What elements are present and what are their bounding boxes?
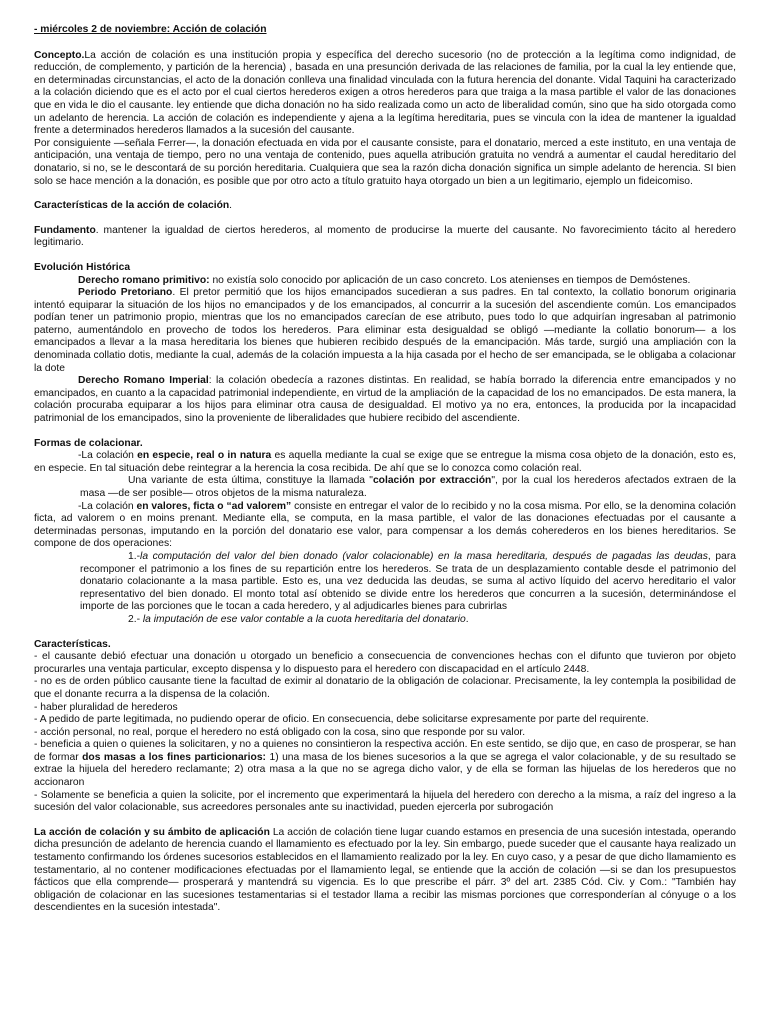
ambito-text: La acción de colación tiene lugar cuando estamos en presencia de una sucesión intestada, operando dicha presunción de adelanto de herencia cuando el llamamiento es efectuado por la ley. Sin embargo, puede suceder que el causante haya realizado un testamento confirmando los órdenes sucesorios establecidos en el llamamiento realizado por la ley. En cuyo caso, y a pesar de que dicho llamamiento es testamentario, al no contener modificaciones efectuadas por el llamamiento legal, se entiende que la acción de colación —si se dan los presupuestos fácticos que ella comprende— prosperará y mantendrá su vigencia. Es lo que prescribe el párr. 3º del art. 2385 Cód. Civ. y Com.: "También hay obligación de colacionar en las sucesiones testamentarias si el testador llama a recibir las mismas porciones que corresponderían al cónyuge o a los descendientes en la sucesión intestada". bbox=[34, 826, 736, 914]
concepto-text: La acción de colación es una institución propia y específica del derecho sucesorio (no de protección a la legítima como indignidad, de reducción, de complemento, y partición de la herencia) , basada en una presunción derivada de las relaciones de familia, por la cual la ley entiende que, en determinadas circunstancias, el acto de la donación conlleva una finalidad vinculada con la futura herencia del donante. Vidal Taquini ha caracterizado a la colación diciendo que es el acto por el cual ciertos herederos exigen a otros herederos para que traiga a la masa partible el valor de las donaciones que en vida le dio el causante. ley entiende que dicha donación no ha sido realizada como un acto de liberalidad común, sino que ha sido otorgada como un adelanto de herencia. La acción de colación es independiente y ajena a la legítima hereditaria, pues se vincula con la idea de mantener la igualdad frente a determinados herederos llamados a la sucesión del causante. bbox=[34, 49, 736, 137]
evolucion-heading: Evolución Histórica bbox=[34, 261, 131, 273]
valores-label: en valores, ficta o “ad valorem” bbox=[136, 500, 292, 512]
formas-heading: Formas de colacionar. bbox=[34, 437, 143, 449]
caracteristica-item-4: - A pedido de parte legitimada, no pudiendo operar de oficio. En consecuencia, debe solicitarse expresamente por parte del requirente. bbox=[34, 714, 649, 726]
variante-text: ", por la cual los herederos afectados extraen de la masa —de ser posible— otros objetos de la misma naturaleza. bbox=[80, 475, 736, 499]
concepto-paragraph-2: Por consiguiente —señala Ferrer—, la donación efectuada en vida por el causante consiste, para el donatario, merced a este instituto, en una ventaja de anticipación, una ventaja de tiempo, pero no una ventaja de contenido, pues aquella atribución gratuita no vendrá a aumentar el caudal hereditario del donatario, si no, se le descontará de su porción hereditaria. Cualquiera que sea la razón dicha donación significa un simple adelanto de herencia. SI bien solo se hace mención a la donación, es posible que por otro acto a título gratuito haya otorgado un bien a un legitimario, ejemplo un fideicomiso. bbox=[34, 137, 736, 187]
valores-paragraph bbox=[34, 501, 736, 551]
operation-2-number: 2.- bbox=[128, 613, 141, 625]
caracteristica-item-5: - acción personal, no real, porque el heredero no está obligado con la cosa, sino que responde por su valor. bbox=[34, 726, 526, 738]
document-title: - miércoles 2 de noviembre: Acción de colación bbox=[34, 24, 267, 35]
caracteristicas-accion-heading-text: Características de la acción de colación bbox=[34, 200, 230, 212]
caracteristica-item-1: - el causante debió efectuar una donación u otorgado un beneficio a consecuencia de convenciones hechas con el difunto que tuvieron por objeto procurarles una ventaja particular, excepto dispensa y lo dispuesto para el heredero con discapacidad en el artículo 2448. bbox=[34, 651, 736, 675]
caracteristicas-heading: Características. bbox=[34, 638, 111, 650]
caracteristicas-accion-heading: Características de la acción de colación. bbox=[34, 200, 233, 212]
document-page bbox=[34, 24, 736, 915]
operation-1-text: , para recomponer el patrimonio a los fines de su repartición entre los herederos. Se trata de un desplazamiento contable desde el patrimonio del donatario colacionante a la masa partible. Esto es, una vez deducida las deudas, se suma al activo líquido del acervo hereditario el valor representativo del bien donado. El monto total así obtenido se divide entre los herederos que concurren a la sucesión, determinándose el importe de las porciones que le tocan a cada heredero, y al adjudicarles bienes para cubrirlas bbox=[80, 550, 736, 613]
operation-2-end: . bbox=[465, 613, 469, 625]
pretoriano-label: Periodo Pretoriano bbox=[78, 287, 173, 299]
derecho-romano-label: Derecho romano primitivo: bbox=[78, 274, 210, 286]
ambito-paragraph bbox=[34, 827, 736, 915]
derecho-romano-paragraph bbox=[34, 275, 736, 288]
operation-1-paragraph bbox=[34, 551, 736, 614]
variante-paragraph bbox=[34, 475, 736, 500]
derecho-romano-text: no existía solo conocido por aplicación de un caso concreto. Los atenienses en tiempos de Demóstenes. bbox=[209, 274, 691, 286]
especie-paragraph bbox=[34, 450, 736, 475]
caracteristica-item-2: - no es de orden público causante tiene la facultad de eximir al donatario de la obligación de colacionar. Precisamente, la ley contempla la posibilidad de que el donante recurra a la dispensa de la colación. bbox=[34, 676, 736, 700]
operation-2-paragraph bbox=[34, 614, 736, 627]
caracteristica-item-6-bold: dos masas a los fines particionarios: bbox=[82, 751, 266, 763]
especie-prefix: -La colación bbox=[78, 450, 138, 462]
caracteristica-item-3: - haber pluralidad de herederos bbox=[34, 701, 178, 713]
variante-label: colación por extracción bbox=[372, 475, 492, 487]
imperial-text: : la colación obedecía a razones distintas. En realidad, se había borrado la diferencia entre emancipados y no emancipados, en cuanto a la capacidad patrimonial independiente, en virtud de la ampliación de la capacidad de los no emancipados. De esta manera, la colación procuraba equiparar a los hijos para eliminar otra causa de desigualdad. El motivo ya no era, entonces, la producida por la incapacidad patrimonial de los emancipados, sino la proveniente de liberalidades que hubiere recibido del ascendiente. bbox=[34, 375, 736, 425]
especie-text: es aquella mediante la cual se exige que se entregue la misma cosa objeto de la donación, esto es, en especie. En tal situación debe reintegrar a la herencia la cosa recibida. De ahí que se lo conozca como colación real. bbox=[34, 450, 736, 474]
operation-2-italic: la imputación de ese valor contable a la cuota hereditaria del donatario bbox=[140, 613, 466, 625]
variante-prefix: Una variante de esta última, constituye la llamada " bbox=[128, 475, 373, 487]
imperial-label: Derecho Romano Imperial bbox=[78, 375, 209, 387]
caracteristica-item-6 bbox=[34, 739, 736, 789]
fundamento-label: Fundamento bbox=[34, 224, 96, 236]
imperial-paragraph bbox=[34, 375, 736, 425]
fundamento-paragraph bbox=[34, 225, 736, 250]
pretoriano-paragraph bbox=[34, 287, 736, 375]
operation-1-number: 1.- bbox=[128, 550, 141, 562]
caracteristica-item-6-c: 1) una masa de los bienes sucesorios a la que se agrega el valor colacionable, y de su resultado se extrae la hijuela del heredero reclamante; 2) otra masa a la que no se agrega dicho valor, y de ella se forman las hijuelas de los herederos que no accionaron bbox=[34, 751, 736, 789]
fundamento-text: . mantener la igualdad de ciertos herederos, al momento de producirse la muerte del causante. No favorecimiento tácito al heredero legitimario. bbox=[34, 224, 736, 249]
pretoriano-text: . El pretor permitió que los hijos emancipados sucedieran a sus padres. En tal contexto, la collatio bonorum originaria intentó equiparar la situación de los hijos no emancipados y de los emancipados, al concurrir a la sucesión del ascendiente común. Los emancipados podían tener un patrimonio propio, mientras que los no emancipados carecían de ese atributo, pues todo lo que adquirían ingresaban al patrimonio paterno, aumentándolo en provecho de todos los herederos. Para eliminar esta desigualdad se obligó —mediante la collatio bonorum— a los emancipados a llevar a la masa hereditaria los bienes que hubieren recibido después de la emancipación. Más tarde, surgió una ampliación con la denominada collatio dotis, mediante la cual, además de la colación impuesta a la hija casada por el hecho de ser emancipada, se le obligaba a colacionar la dote bbox=[34, 287, 736, 374]
operation-1-italic: la computación del valor del bien donado (valor colacionable) en la masa hereditaria, después de pagadas las deudas bbox=[140, 550, 708, 562]
caracteristica-item-7: - Solamente se beneficia a quien la solicite, por el incremento que experimentará la hijuela del heredero con derecho a la misma, a raíz del ingreso a la sucesión del valor colacionable, sus acreedores personales ante su inactividad, pueden ejercerla por subrogación bbox=[34, 789, 736, 814]
concepto-paragraph bbox=[34, 50, 736, 138]
especie-label: en especie, real o in natura bbox=[137, 450, 272, 462]
valores-text: consiste en entregar el valor de lo recibido y no la cosa misma. Por ello, se la denomina colación ficta, ad valorem o en moins prenant. Mediante ella, se computa, en la masa partible, el valor de las donaciones efectuadas por el causante a determinadas personas, imputando en la porción del donatario ese valor, para compensar a los demás coherederos en los bienes hereditarios. Se compone de dos operaciones: bbox=[34, 500, 737, 550]
ambito-label: La acción de colación y su ámbito de aplicación bbox=[34, 826, 270, 838]
concepto-label: Concepto. bbox=[34, 49, 85, 61]
valores-prefix: -La colación bbox=[78, 500, 137, 512]
caracteristica-item-6-a: - beneficia a quien o quienes la solicitaren, y no a quienes no consintieron la respectiva acción. En este sentido, se dijo que, en caso de prosperar, se han de formar bbox=[34, 739, 736, 763]
